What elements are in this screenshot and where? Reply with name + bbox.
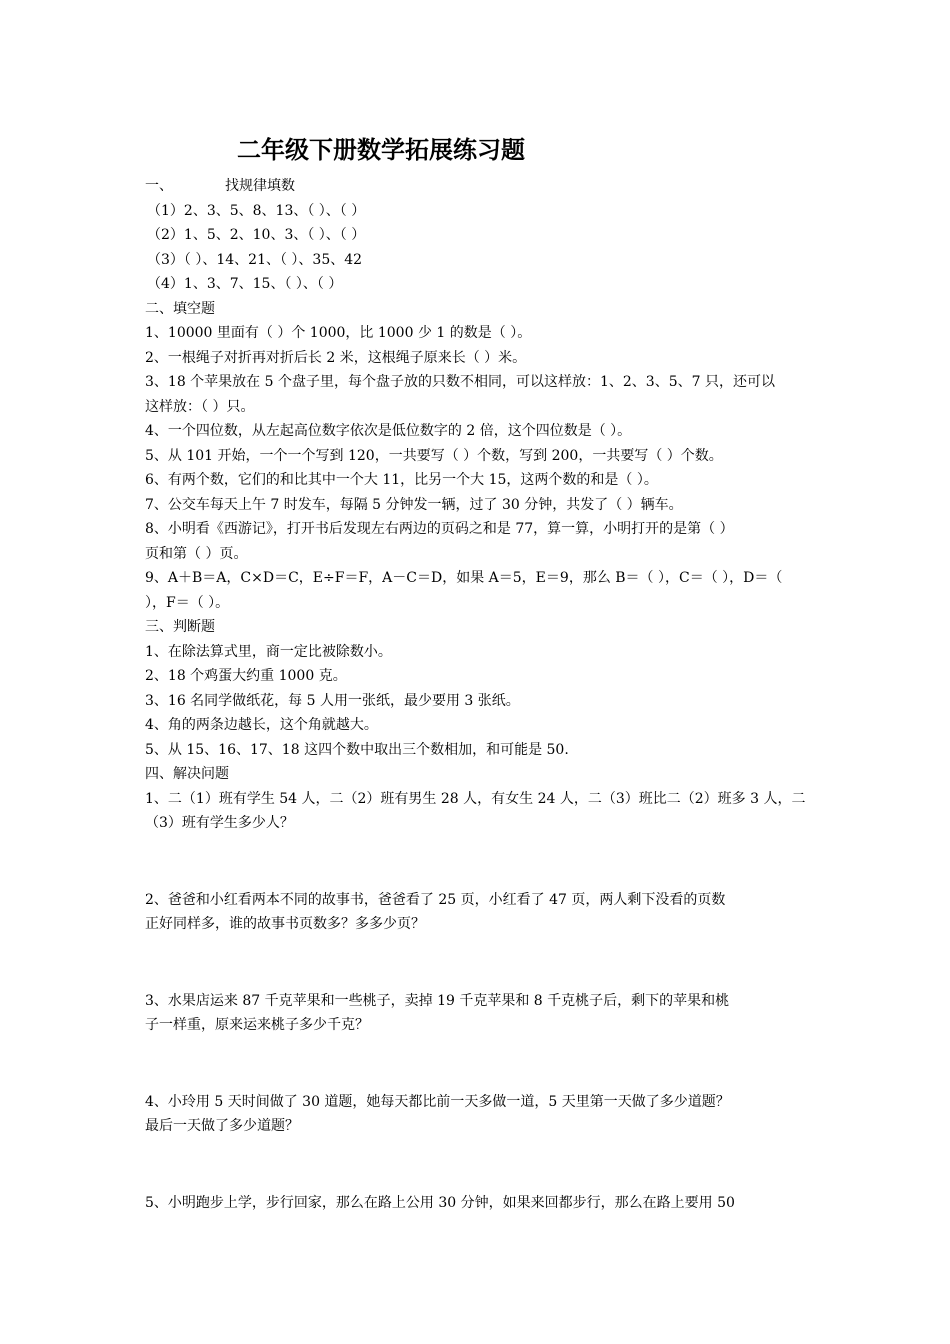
answer-space-4 (145, 1139, 810, 1191)
fill-item-6: 6、有两个数，它们的和比其中一个大 11，比另一个大 15，这两个数的和是（ ）。 (145, 472, 658, 488)
problem-item-4: 4、小玲用 5 天时间做了 30 道题，她每天都比前一天多做一道，5 天里第一天做了多少道题？ 最后一天做了多少道题？ (145, 1093, 730, 1134)
judge-item-1: 1、在除法算式里，商一定比被除数小。 (145, 643, 392, 660)
fill-item-9: 9、A＋B＝A，C×D＝C，E÷F＝F，A－C＝D，如果 A＝5，E＝9，那么 B＝（ ），C＝（ ），D＝（ ），F＝（ ）。 (145, 570, 783, 611)
problem-item-1: 1、二（1）班有学生 54 人，二（2）班有男生 28 人，有女生 24 人，二（3）班比二（2）班多 3 人，二 （3）班有学生多少人？ (145, 790, 806, 831)
answer-space-3 (145, 1038, 810, 1090)
judge-item-2: 2、18 个鸡蛋大约重 1000 克。 (145, 668, 347, 684)
problem-item-3: 3、水果店运来 87 千克苹果和一些桃子，卖掉 19 千克苹果和 8 千克桃子后，剩下的苹果和桃 子一样重，原来运来桃子多少千克？ (145, 992, 730, 1033)
answer-space-1 (145, 836, 810, 888)
fill-item-1: 1、10000 里面有（ ）个 1000，比 1000 少 1 的数是（ ）。 (145, 325, 532, 341)
fill-item-2: 2、一根绳子对折再对折后长 2 米，这根绳子原来长（ ）米。 (145, 349, 527, 366)
problem-item-2: 2、爸爸和小红看两本不同的故事书，爸爸看了 25 页，小红看了 47 页，两人剩下没看的页数 正好同样多，谁的故事书页数多？多多少页？ (145, 891, 726, 932)
worksheet-page (145, 130, 810, 1215)
section-4-heading: 四、解决问题 (145, 766, 229, 782)
problem-item-5: 5、小明跑步上学，步行回家，那么在路上公用 30 分钟，如果来回都步行，那么在路上要用 50 (145, 1194, 735, 1211)
section-2-heading: 二、填空题 (145, 300, 215, 317)
pattern-item-4: （4）1、3、7、15、（ ）、（ ） (147, 276, 343, 292)
pattern-item-3: （3）（ ）、14、21、（ ）、35、42 (147, 251, 363, 268)
pattern-item-2: （2）1、5、2、10、3、（ ）、（ ） (147, 227, 366, 243)
section-3-heading: 三、判断题 (145, 619, 215, 635)
pattern-item-1: （1）2、3、5、8、13、（ ）、（ ） (147, 202, 366, 219)
section-1-title: 找规律填数 (225, 178, 295, 194)
section-1-heading (145, 174, 810, 199)
fill-item-4: 4、一个四位数，从左起高位数字依次是低位数字的 2 倍，这个四位数是（ ）。 (145, 423, 632, 439)
judge-item-4: 4、角的两条边越长，这个角就越大。 (145, 717, 378, 733)
fill-item-8: 8、小明看《西游记》，打开书后发现左右两边的页码之和是 77，算一算，小明打开的是第（ ） 页和第（ ）页。 (145, 521, 734, 562)
page-title: 二年级下册数学拓展练习题 (237, 136, 525, 164)
section-1-number: 一、 (145, 178, 173, 194)
judge-item-3: 3、16 名同学做纸花，每 5 人用一张纸，最少要用 3 张纸。 (145, 692, 520, 709)
fill-item-3: 3、18 个苹果放在 5 个盘子里，每个盘子放的只数不相同，可以这样放：1、2、3、5、7 只，还可以 这样放：（ ）只。 (145, 374, 775, 415)
fill-item-5: 5、从 101 开始，一个一个写到 120，一共要写（ ）个数，写到 200，一共要写（ ）个数。 (145, 447, 723, 464)
judge-item-5: 5、从 15、16、17、18 这四个数中取出三个数相加，和可能是 50. (145, 741, 569, 758)
answer-space-2 (145, 937, 810, 989)
fill-item-7: 7、公交车每天上午 7 时发车，每隔 5 分钟发一辆，过了 30 分钟，共发了（ ）辆车。 (145, 496, 683, 513)
